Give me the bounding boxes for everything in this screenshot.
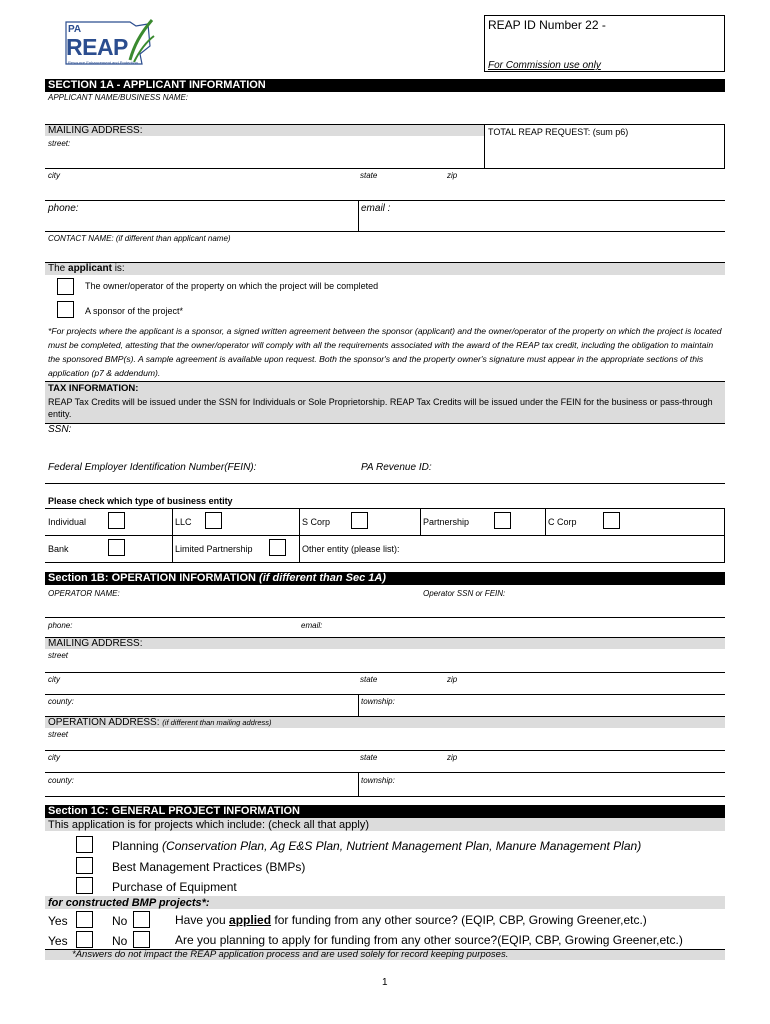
operation-city-label: city xyxy=(48,753,60,762)
street-field[interactable] xyxy=(45,136,485,169)
logo-tagline: Resource Enhancement and Protection xyxy=(68,60,138,65)
reap-logo xyxy=(60,16,155,72)
operator-mailing-band xyxy=(45,638,725,649)
entity-partnership-label: Partnership xyxy=(423,517,470,527)
operation-city-row[interactable] xyxy=(45,751,725,773)
operation-township-label: township: xyxy=(361,776,395,785)
state-label: state xyxy=(360,171,378,180)
q2-yes-label: Yes xyxy=(48,934,68,948)
zip-label: zip xyxy=(447,171,458,180)
sponsor-checkbox[interactable] xyxy=(57,301,74,318)
street-label: street: xyxy=(48,139,71,148)
total-reap-request-label: TOTAL REAP REQUEST: (sum p6) xyxy=(488,127,629,137)
operator-ssn-label: Operator SSN or FEIN: xyxy=(423,589,506,598)
email-label: email : xyxy=(361,203,391,214)
bmps-label: Best Management Practices (BMPs) xyxy=(112,860,306,874)
operator-name-label: OPERATOR NAME: xyxy=(48,589,120,598)
entity-row-divider xyxy=(45,535,725,536)
q1-yes-checkbox[interactable] xyxy=(76,911,93,928)
planning-label: Planning (Conservation Plan, Ag E&S Plan, Nutrient Management Plan, Manure Management Plan) xyxy=(112,839,642,853)
planning-checkbox[interactable] xyxy=(76,836,93,853)
fein-label: Federal Employer Identification Number(FEIN): xyxy=(48,462,257,473)
contact-name-label: CONTACT NAME: (if different than applicant name) xyxy=(48,234,231,243)
reap-id-box[interactable] xyxy=(484,15,725,72)
footnote: *Answers do not impact the REAP application process and are used solely for record keeping purposes. xyxy=(72,949,509,960)
entity-scorp-label: S Corp xyxy=(302,517,331,527)
operation-address-label: OPERATION ADDRESS: (if different than mailing address) xyxy=(48,717,272,728)
operation-street-label: street xyxy=(48,730,69,739)
entity-individual-checkbox[interactable] xyxy=(108,512,125,529)
entity-other-label: Other entity (please list): xyxy=(302,544,400,554)
operator-mailing-label: MAILING ADDRESS: xyxy=(48,638,143,649)
city-state-zip-row[interactable] xyxy=(45,169,725,201)
logo-pa-text: PA xyxy=(68,24,82,35)
entity-scorp-checkbox[interactable] xyxy=(351,512,368,529)
applicant-name-label: APPLICANT NAME/BUSINESS NAME: xyxy=(48,93,189,102)
q1-no-checkbox[interactable] xyxy=(133,911,150,928)
q1-question: Have you applied for funding from any other source? (EQIP, CBP, Growing Greener,etc.) xyxy=(175,913,647,927)
entity-col-divider xyxy=(299,508,300,563)
entity-llc-label: LLC xyxy=(175,517,192,527)
tax-info-title: TAX INFORMATION: xyxy=(48,383,139,394)
operation-street-row[interactable] xyxy=(45,728,725,751)
operator-zip-label: zip xyxy=(447,675,458,684)
phone-label: phone: xyxy=(48,203,79,214)
q2-yes-checkbox[interactable] xyxy=(76,931,93,948)
operator-phone-label: phone: xyxy=(48,621,73,630)
operator-phone-email-row[interactable] xyxy=(45,618,725,638)
applicant-is-label: The applicant is: xyxy=(48,263,125,274)
q1-no-label: No xyxy=(112,914,128,928)
operator-county-label: county: xyxy=(48,697,74,706)
divider xyxy=(358,695,359,717)
q2-question: Are you planning to apply for funding from any other source?(EQIP, CBP, Growing Greener,etc.) xyxy=(175,933,683,947)
mailing-address-label: MAILING ADDRESS: xyxy=(48,125,143,136)
q2-no-label: No xyxy=(112,934,128,948)
entity-bank-label: Bank xyxy=(48,544,69,554)
divider xyxy=(358,201,359,232)
operator-state-label: state xyxy=(360,675,378,684)
entity-individual-label: Individual xyxy=(48,517,87,527)
equipment-label: Purchase of Equipment xyxy=(112,880,237,894)
operator-street-label: street xyxy=(48,651,69,660)
operator-street-row[interactable] xyxy=(45,649,725,673)
pa-revenue-label: PA Revenue ID: xyxy=(361,462,432,473)
city-label: city xyxy=(48,171,60,180)
page-number: 1 xyxy=(382,977,388,988)
entity-col-divider xyxy=(545,508,546,536)
q2-no-checkbox[interactable] xyxy=(133,931,150,948)
ssn-label: SSN: xyxy=(48,424,72,435)
q1-yes-label: Yes xyxy=(48,914,68,928)
operation-county-label: county: xyxy=(48,776,74,785)
entity-col-divider xyxy=(172,508,173,563)
equipment-checkbox[interactable] xyxy=(76,877,93,894)
entity-ccorp-label: C Corp xyxy=(548,517,577,527)
operator-township-label: township: xyxy=(361,697,395,706)
section-1b-title: Section 1B: OPERATION INFORMATION (if different than Sec 1A) xyxy=(45,572,725,585)
entity-lp-label: Limited Partnership xyxy=(175,544,253,554)
entity-col-divider xyxy=(724,508,725,563)
tax-info-text: REAP Tax Credits will be issued under the SSN for Individuals or Sole Proprietorship. REAP Tax Credits will be issued under the FEIN for the business or pass-through entity. xyxy=(48,397,713,419)
commission-note: For Commission use only xyxy=(488,60,601,71)
reap-id-label: REAP ID Number 22 - xyxy=(488,18,606,32)
operation-zip-label: zip xyxy=(447,753,458,762)
applicant-is-band xyxy=(45,263,725,275)
fein-row-bottom xyxy=(45,483,725,484)
entity-col-divider xyxy=(420,508,421,536)
constructed-heading: for constructed BMP projects*: xyxy=(48,897,210,909)
entity-llc-checkbox[interactable] xyxy=(205,512,222,529)
operation-state-label: state xyxy=(360,753,378,762)
total-reap-request-box[interactable] xyxy=(484,124,725,169)
entity-partnership-checkbox[interactable] xyxy=(494,512,511,529)
owner-operator-checkbox[interactable] xyxy=(57,278,74,295)
owner-operator-label: The owner/operator of the property on which the project will be completed xyxy=(85,281,379,291)
sponsor-label: A sponsor of the project* xyxy=(85,306,184,316)
sponsor-note: *For projects where the applicant is a sponsor, a signed written agreement between the sponsor (applicant) and the owner/operator of the property on which the project is located must be completed, attesting that the owner/operator will comply with all the requirements associated with the award of the REAP tax credit, including the obligation to maintain the sponsored BMP(s). A sample agreement is available upon request. Both the sponsor's and the property owner's signature must appear in the appropriate sections of this application (p7 & addendum). xyxy=(48,326,722,378)
divider xyxy=(358,773,359,797)
logo-reap-text: REAP xyxy=(66,34,128,60)
bmps-checkbox[interactable] xyxy=(76,857,93,874)
operator-name-row[interactable] xyxy=(45,585,725,618)
entity-ccorp-checkbox[interactable] xyxy=(603,512,620,529)
operator-city-row[interactable] xyxy=(45,673,725,695)
entity-bank-checkbox[interactable] xyxy=(108,539,125,556)
entity-heading: Please check which type of business entity xyxy=(48,496,233,506)
operator-email-label: email: xyxy=(301,621,323,630)
project-intro: This application is for projects which include: (check all that apply) xyxy=(48,819,369,831)
entity-lp-checkbox[interactable] xyxy=(269,539,286,556)
section-1a-title: SECTION 1A - APPLICANT INFORMATION xyxy=(45,79,725,92)
section-1c-title: Section 1C: GENERAL PROJECT INFORMATION xyxy=(45,805,725,818)
operator-city-label: city xyxy=(48,675,60,684)
